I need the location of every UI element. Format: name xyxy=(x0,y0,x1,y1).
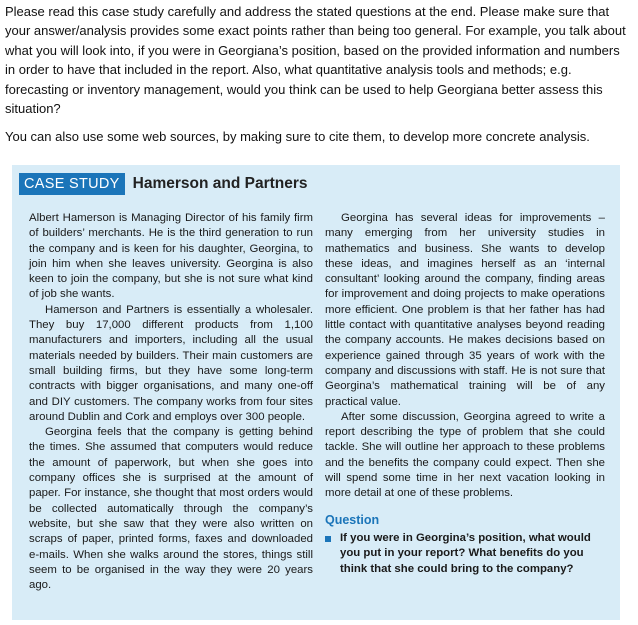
case-paragraph: Hamerson and Partners is essentially a wholesaler. They buy 17,000 different products from 1,100 manufacturers and importers, including all the usual materials needed by builders. Their main customers are small building firms, but they have some long-term contracts with bigger organisations, and many one-off and DIY customers. The company works from four sites around Dublin and Cork and employs over 300 people. xyxy=(29,303,313,423)
case-paragraph: After some discussion, Georgina agreed to write a report describing the type of problem that she could tackle. She will outline her approach to these problems and the benefits the company could expect. Then she will spend some time in her next vacation looking in more detail at one of these problems. xyxy=(325,410,605,500)
case-paragraph: Georgina feels that the company is getting behind the times. She assumed that computers would reduce the amount of paperwork, but when she goes into company offices she is surprised at the amount of paper. For instance, she thought that most orders would be collected automatically through the company’s website, but she saw that they were also written on scraps of paper, printed forms, faxes and downloaded e-mails. When she walks around the stores, things still seem to be organised in the way they were 20 years ago. xyxy=(29,426,313,592)
case-study-tag: CASE STUDY xyxy=(19,173,125,195)
case-paragraph: Georgina has several ideas for improvements – many emerging from her university studies in mathematics and business. She wants to develop these ideas, and imagines herself as an ‘internal consultant’ looking around the company, finding areas for improvement and doing projects to make operations more efficient. One problem is that her father has had little contact with quantitative analyses beyond reading the company accounts. He makes decisions based on experience gained through 35 years of work with the company and discussions with staff. He is not sure that Georgina’s mathematical training will be of any practical value. xyxy=(325,212,605,408)
case-study-box xyxy=(12,165,620,620)
case-study-title: Hamerson and Partners xyxy=(132,175,308,192)
instructions-paragraph-2: You can also use some web sources, by making sure to cite them, to develop more concrete analysis. xyxy=(5,129,590,145)
instructions xyxy=(5,2,633,147)
question-text: If you were in Georgina’s position, what would you put in your report? What benefits do you think that she could bring to the company? xyxy=(340,531,591,575)
question-heading: Question xyxy=(325,512,380,527)
case-study-header xyxy=(19,173,308,195)
square-bullet-icon xyxy=(325,536,331,542)
question-item xyxy=(325,531,605,577)
instructions-paragraph-1: Please read this case study carefully and address the stated questions at the end. Please make sure that your answer/analysis provides some exact points rather than being too general. For example, you talk about what you will look into, if you were in Georgiana’s position, based on the provided information and numbers in order to have that included in the report. Also, what quantitative analysis tools and methods; e.g. forecasting or inventory management, would you think can be used to help Georgiana better assess this situation? xyxy=(5,4,626,117)
case-study-right-column xyxy=(325,211,605,577)
case-study-left-column xyxy=(29,211,313,593)
case-paragraph: Albert Hamerson is Managing Director of his family firm of builders’ merchants. He is the third generation to run the company and is keen for his daughter, Georgina, to join him when she leaves university. Georgina is also keen to join the company, but she is not sure what kind of job she wants. xyxy=(29,212,313,301)
